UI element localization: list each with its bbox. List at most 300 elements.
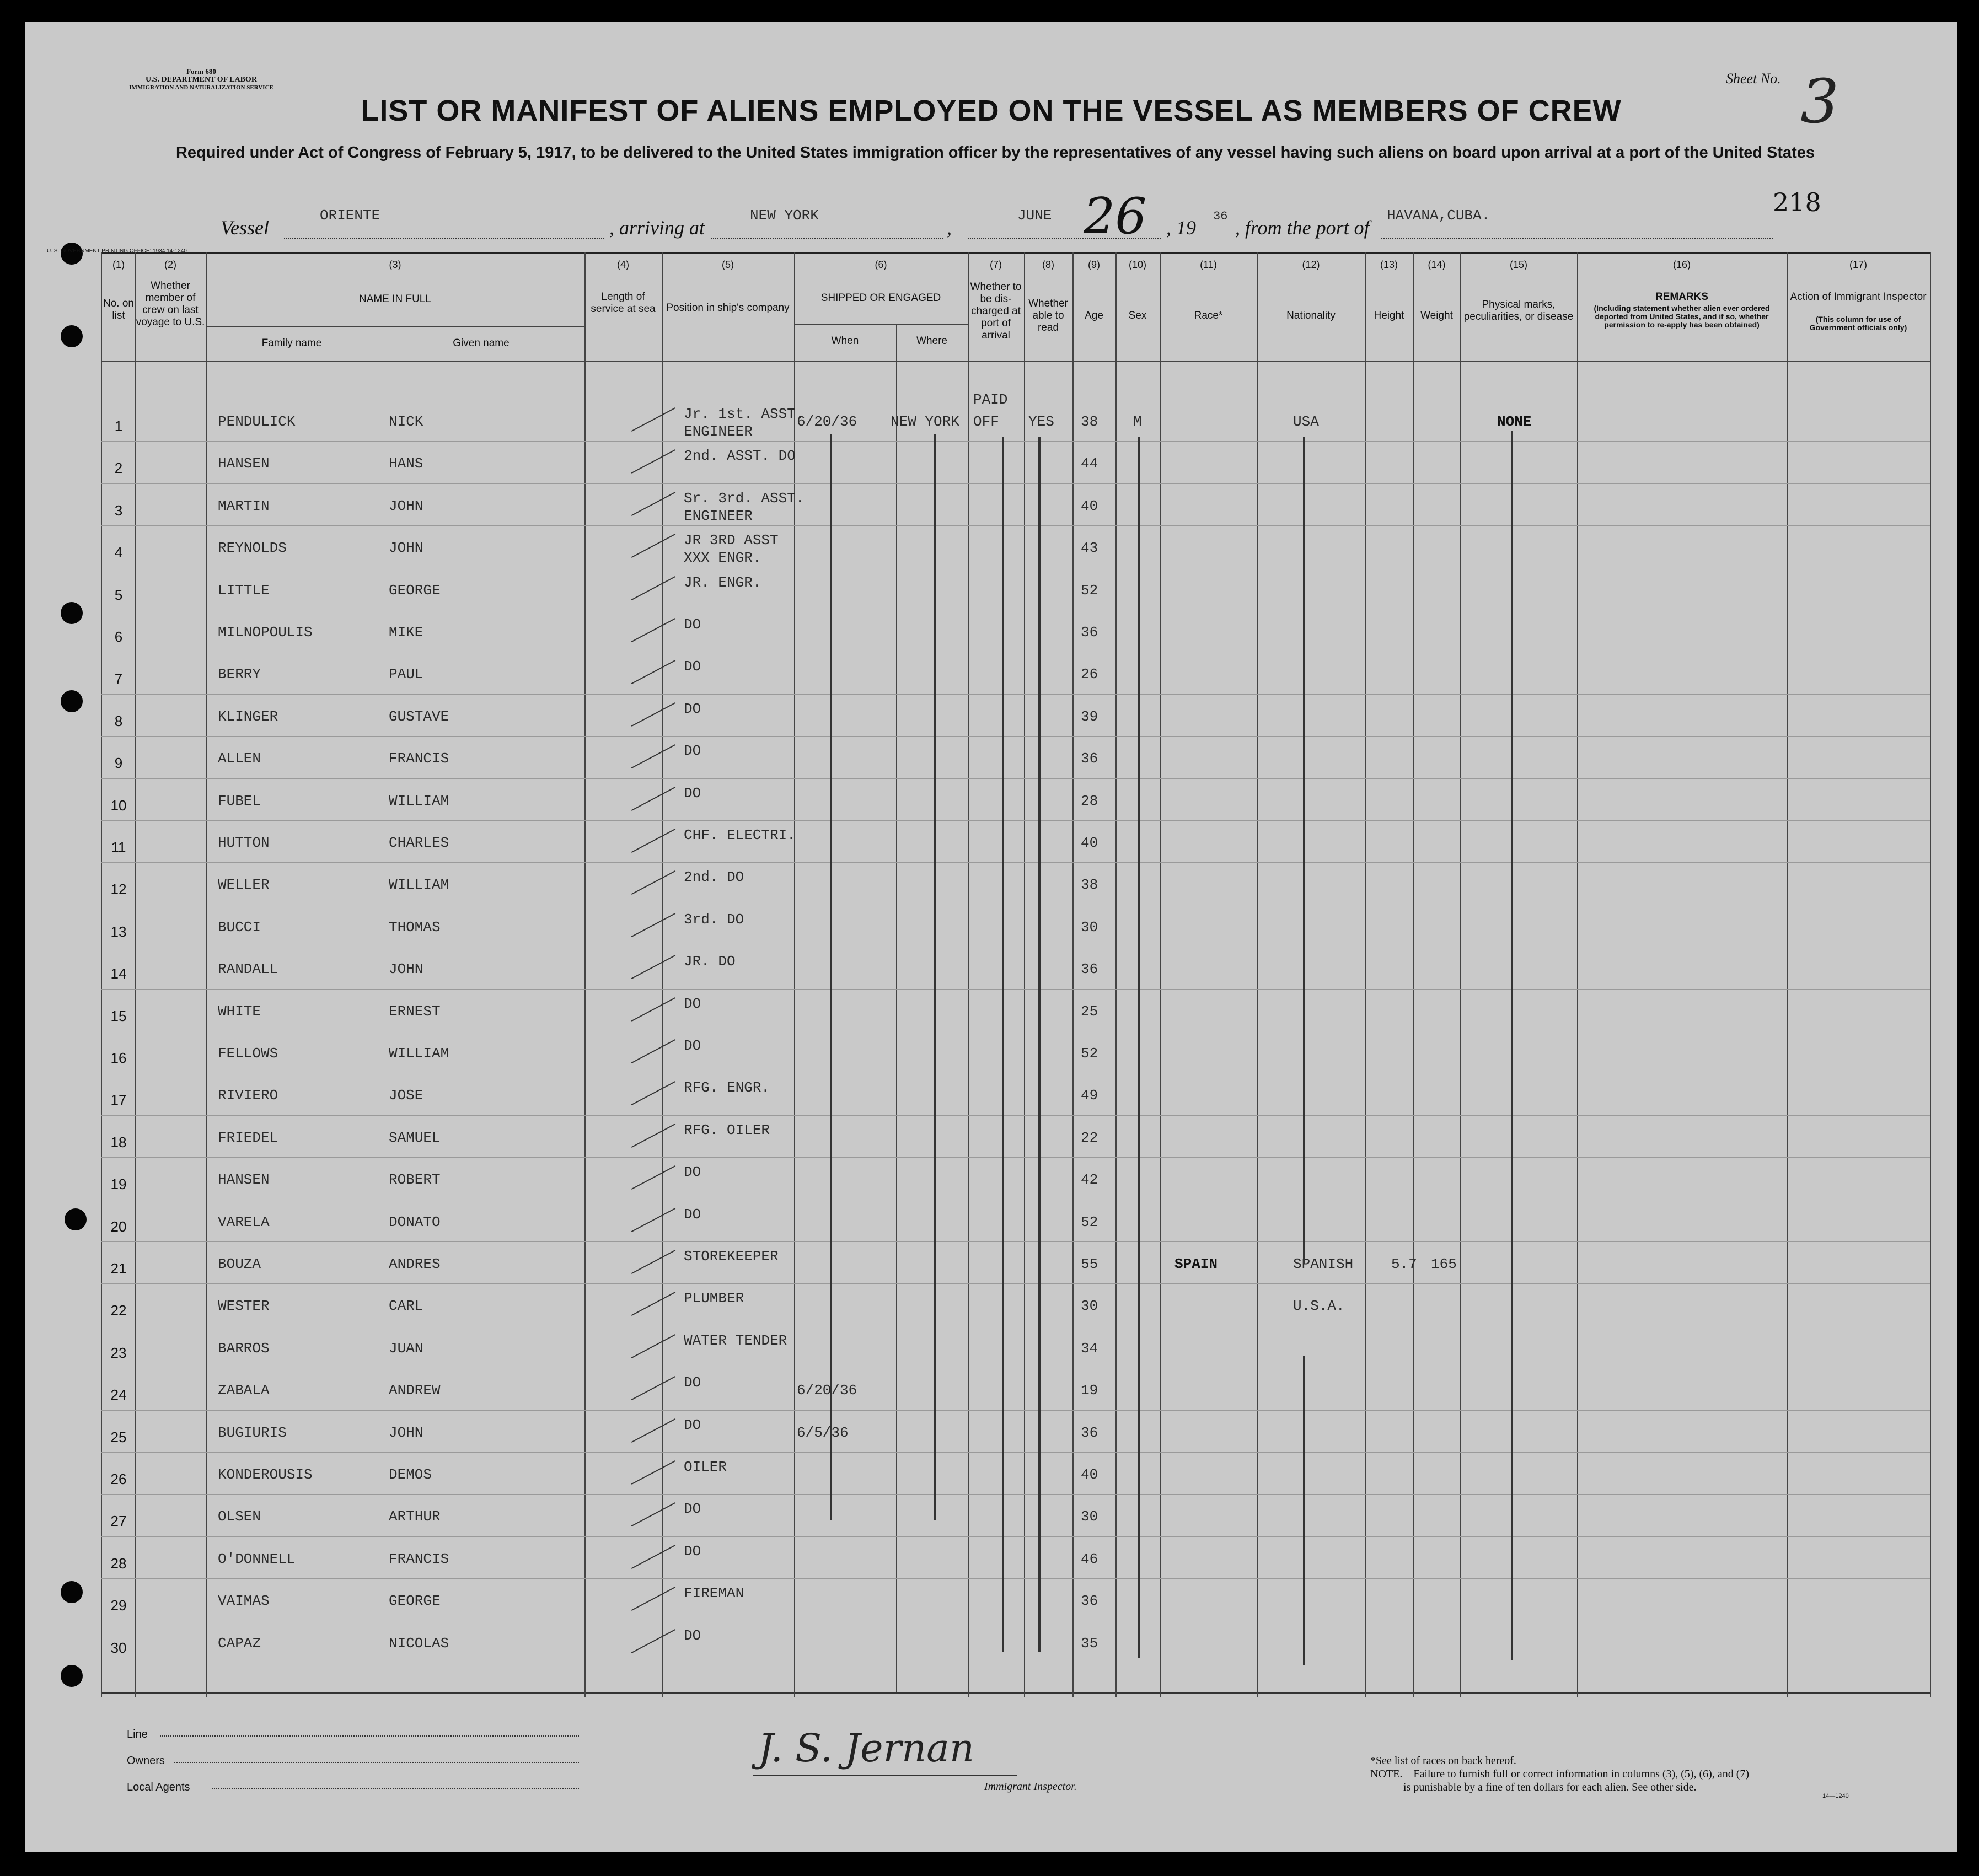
age: 36 bbox=[1081, 1424, 1098, 1441]
row-number: 17 bbox=[110, 1092, 127, 1109]
given-name: MIKE bbox=[389, 624, 423, 641]
given-name: GUSTAVE bbox=[389, 708, 449, 725]
family-name: REYNOLDS bbox=[218, 540, 287, 557]
check-mark bbox=[631, 997, 675, 1022]
family-name: FRIEDEL bbox=[218, 1129, 278, 1146]
crew-row bbox=[25, 992, 1957, 1034]
col-head-crew-last-voyage: Whether member of crew on last voyage to U.S. bbox=[136, 280, 205, 328]
row-number: 21 bbox=[110, 1260, 127, 1277]
age: 52 bbox=[1081, 582, 1098, 599]
handwritten-page-count: 218 bbox=[1773, 187, 1821, 217]
given-name: CHARLES bbox=[389, 835, 449, 851]
given-name: DONATO bbox=[389, 1213, 441, 1230]
given-name: WILLIAM bbox=[389, 792, 449, 809]
form-code: 14—1240 bbox=[1822, 1793, 1849, 1799]
check-mark bbox=[631, 1081, 675, 1105]
row-number: 10 bbox=[110, 797, 127, 814]
nationality: USA bbox=[1293, 413, 1319, 430]
given-name: JOHN bbox=[389, 961, 423, 978]
check-mark bbox=[631, 1334, 675, 1358]
nationality: U.S.A. bbox=[1293, 1298, 1345, 1315]
family-name: KLINGER bbox=[218, 708, 278, 725]
check-mark bbox=[631, 449, 675, 474]
row-number: 18 bbox=[110, 1133, 127, 1151]
family-name: KONDEROUSIS bbox=[218, 1466, 313, 1483]
inspector-label: Immigrant Inspector. bbox=[984, 1781, 1077, 1793]
age: 30 bbox=[1081, 1298, 1098, 1315]
age: 44 bbox=[1081, 455, 1098, 472]
age: 40 bbox=[1081, 1466, 1098, 1483]
row-number: 23 bbox=[110, 1344, 127, 1361]
family-name: O'DONNELL bbox=[218, 1550, 296, 1567]
ditto-mark bbox=[1511, 431, 1513, 1660]
row-number: 27 bbox=[110, 1513, 127, 1530]
position: Jr. 1st. ASST. bbox=[684, 406, 805, 422]
row-rule bbox=[101, 1115, 1930, 1116]
col-head-race: Race* bbox=[1194, 310, 1223, 321]
ditto-mark bbox=[1303, 437, 1305, 1264]
crew-row bbox=[25, 1413, 1957, 1455]
crew-row bbox=[25, 1582, 1957, 1624]
check-mark bbox=[631, 576, 675, 600]
age: 36 bbox=[1081, 624, 1098, 641]
row-number: 14 bbox=[110, 965, 127, 982]
age: 40 bbox=[1081, 497, 1098, 514]
family-name: OLSEN bbox=[218, 1508, 261, 1525]
year-prefix: , 19 bbox=[1166, 217, 1196, 239]
age: 46 bbox=[1081, 1550, 1098, 1567]
row-number: 30 bbox=[110, 1639, 127, 1656]
check-mark bbox=[631, 1460, 675, 1485]
row-rule bbox=[101, 441, 1930, 442]
from-port-line bbox=[1381, 238, 1773, 239]
line-label: Line bbox=[127, 1728, 148, 1740]
family-name: HANSEN bbox=[218, 455, 270, 472]
col-head-given-name: Given name bbox=[453, 337, 510, 349]
crew-row bbox=[25, 1329, 1957, 1371]
check-mark bbox=[631, 1124, 675, 1148]
page-subtitle: Required under Act of Congress of February 5, 1917, to be delivered to the United States immigration officer by the representatives of any vessel having such aliens on board upon arrival at a port of the United States bbox=[175, 144, 1815, 162]
ditto-mark bbox=[934, 434, 936, 1520]
given-name: FRANCIS bbox=[389, 1550, 449, 1567]
row-rule bbox=[101, 1494, 1930, 1495]
form-number: Form 680 bbox=[186, 67, 216, 76]
col-head-inspector-action: Action of Immigrant Inspector bbox=[1790, 291, 1927, 303]
position: DO bbox=[684, 1627, 701, 1644]
col-number: (1) bbox=[112, 259, 125, 270]
position-line2: ENGINEER bbox=[684, 507, 753, 524]
col-head-read: Whether able to read bbox=[1028, 298, 1068, 334]
weight: 165 bbox=[1431, 1256, 1457, 1272]
family-name: VAIMAS bbox=[218, 1593, 270, 1610]
nationality: SPANISH bbox=[1293, 1256, 1354, 1272]
check-mark bbox=[631, 407, 675, 432]
age: 43 bbox=[1081, 540, 1098, 557]
position: PLUMBER bbox=[684, 1290, 744, 1307]
given-name: NICK bbox=[389, 413, 423, 430]
col-head-position: Position in ship's company bbox=[666, 302, 790, 314]
arriving-line bbox=[711, 238, 943, 239]
table-bottom-border bbox=[101, 1692, 1930, 1694]
col-number: (14) bbox=[1428, 259, 1446, 270]
row-number: 1 bbox=[114, 418, 123, 434]
signature-line bbox=[753, 1775, 1017, 1776]
age: 36 bbox=[1081, 961, 1098, 978]
row-rule bbox=[101, 1578, 1930, 1579]
col-head-length-service: Length of service at sea bbox=[591, 291, 656, 315]
position-line2: ENGINEER bbox=[684, 423, 753, 440]
ditto-mark bbox=[1002, 437, 1004, 1652]
col-head-name: NAME IN FULL bbox=[359, 293, 431, 305]
col-number: (10) bbox=[1128, 259, 1146, 270]
header-divider bbox=[101, 361, 1930, 362]
age: 36 bbox=[1081, 1593, 1098, 1610]
ditto-mark bbox=[1138, 437, 1140, 1658]
departure-port: HAVANA,CUBA. bbox=[1387, 207, 1490, 224]
crew-row bbox=[25, 1076, 1957, 1118]
given-name: ERNEST bbox=[389, 1003, 441, 1020]
check-mark bbox=[631, 829, 675, 853]
row-number: 26 bbox=[110, 1471, 127, 1487]
row-number: 25 bbox=[110, 1428, 127, 1445]
crew-row bbox=[25, 1245, 1957, 1287]
crew-row bbox=[25, 1497, 1957, 1539]
family-name: HUTTON bbox=[218, 835, 270, 851]
position: DO bbox=[684, 784, 701, 802]
crew-row bbox=[25, 1371, 1957, 1413]
owners-field bbox=[174, 1762, 579, 1763]
check-mark bbox=[631, 534, 675, 558]
check-mark bbox=[631, 1418, 675, 1443]
page-title: LIST OR MANIFEST OF ALIENS EMPLOYED ON THE VESSEL AS MEMBERS OF CREW bbox=[361, 94, 1622, 127]
from-port-label: , from the port of bbox=[1235, 217, 1370, 239]
crew-row bbox=[25, 444, 1957, 486]
race-footnote: *See list of races on back hereof. bbox=[1370, 1755, 1516, 1767]
col-head-discharged: Whether to be dis-charged at port of arrival bbox=[970, 281, 1022, 341]
col-number: (4) bbox=[617, 259, 629, 270]
given-name: JUAN bbox=[389, 1340, 423, 1357]
check-mark bbox=[631, 955, 675, 979]
crew-row bbox=[25, 1287, 1957, 1329]
age: 38 bbox=[1081, 877, 1098, 894]
col-head-age: Age bbox=[1085, 310, 1103, 321]
col-head-where: Where bbox=[916, 335, 947, 347]
given-name: ARTHUR bbox=[389, 1508, 441, 1525]
check-mark bbox=[631, 1502, 675, 1526]
shipped-when: 6/20/36 bbox=[797, 1382, 857, 1399]
age: 22 bbox=[1081, 1129, 1098, 1146]
check-mark bbox=[631, 913, 675, 937]
family-name: FUBEL bbox=[218, 792, 261, 809]
given-name: THOMAS bbox=[389, 918, 441, 936]
family-name: BUGIURIS bbox=[218, 1424, 287, 1441]
row-rule bbox=[101, 1283, 1930, 1284]
row-rule bbox=[101, 1157, 1930, 1158]
position: RFG. OILER bbox=[684, 1121, 770, 1138]
crew-row bbox=[25, 908, 1957, 950]
age: 36 bbox=[1081, 750, 1098, 767]
row-number: 3 bbox=[114, 502, 123, 519]
vessel-line bbox=[284, 238, 604, 239]
position: DO bbox=[684, 700, 701, 717]
given-name: JOSE bbox=[389, 1087, 423, 1104]
given-name: ANDREW bbox=[389, 1382, 441, 1399]
age: 52 bbox=[1081, 1045, 1098, 1062]
col-head-no: No. on list bbox=[103, 298, 134, 321]
given-name: DEMOS bbox=[389, 1466, 432, 1483]
given-name: GEORGE bbox=[389, 1593, 441, 1610]
given-name: JOHN bbox=[389, 1424, 423, 1441]
family-name: BARROS bbox=[218, 1340, 270, 1357]
age: 52 bbox=[1081, 1213, 1098, 1230]
given-name: FRANCIS bbox=[389, 750, 449, 767]
col-number: (6) bbox=[875, 259, 887, 270]
crew-row bbox=[25, 1540, 1957, 1582]
printer-line: U. S. GOVERNMENT PRINTING OFFICE: 1934 14-1240 bbox=[47, 248, 187, 254]
shipped-where: NEW YORK bbox=[891, 413, 959, 430]
punch-hole bbox=[61, 325, 83, 347]
row-number: 5 bbox=[114, 586, 123, 603]
crew-row bbox=[25, 571, 1957, 613]
family-name: PENDULICK bbox=[218, 413, 296, 430]
check-mark bbox=[631, 1250, 675, 1274]
crew-row bbox=[25, 782, 1957, 824]
row-rule bbox=[101, 820, 1930, 821]
shipped-underline bbox=[794, 324, 968, 325]
given-name: NICOLAS bbox=[389, 1635, 449, 1652]
age: 26 bbox=[1081, 666, 1098, 683]
col-number: (8) bbox=[1042, 259, 1054, 270]
local-agents-field bbox=[212, 1788, 579, 1789]
form-info bbox=[91, 67, 312, 92]
col-head-remarks: REMARKS bbox=[1655, 291, 1709, 303]
crew-row bbox=[25, 1119, 1957, 1160]
service: IMMIGRATION AND NATURALIZATION SERVICE bbox=[129, 84, 273, 91]
position: DO bbox=[684, 1038, 701, 1054]
col-number: (7) bbox=[990, 259, 1002, 270]
crew-row bbox=[25, 391, 1957, 444]
col-head-weight: Weight bbox=[1420, 310, 1453, 321]
check-mark bbox=[631, 492, 675, 516]
position: FIREMAN bbox=[684, 1585, 744, 1602]
family-name: ZABALA bbox=[218, 1382, 270, 1399]
check-mark bbox=[631, 702, 675, 727]
position: DO bbox=[684, 995, 701, 1012]
row-rule bbox=[101, 694, 1930, 695]
row-number: 4 bbox=[114, 544, 123, 561]
arrival-day: 26 bbox=[1084, 187, 1147, 245]
shipped-when: 6/20/36 bbox=[797, 413, 857, 430]
row-rule bbox=[101, 989, 1930, 990]
position: DO bbox=[684, 1542, 701, 1560]
family-name: VARELA bbox=[218, 1213, 270, 1230]
row-rule bbox=[101, 525, 1930, 526]
position: DO bbox=[684, 1374, 701, 1391]
height: 5.7 bbox=[1391, 1256, 1417, 1272]
check-mark bbox=[631, 744, 675, 768]
crew-row bbox=[25, 1160, 1957, 1202]
position: Sr. 3rd. ASST. bbox=[684, 490, 805, 507]
ditto-mark bbox=[830, 434, 832, 1520]
crew-row bbox=[25, 1034, 1957, 1076]
given-name: ANDRES bbox=[389, 1256, 441, 1272]
check-mark bbox=[631, 1587, 675, 1611]
check-mark bbox=[631, 1629, 675, 1653]
position-line2: XXX ENGR. bbox=[684, 550, 761, 567]
col-number: (11) bbox=[1200, 259, 1217, 270]
sex: M bbox=[1133, 413, 1142, 430]
check-mark bbox=[631, 870, 675, 895]
family-name: LITTLE bbox=[218, 582, 270, 599]
position: RFG. ENGR. bbox=[684, 1079, 770, 1096]
crew-row bbox=[25, 655, 1957, 697]
position: DO bbox=[684, 1164, 701, 1181]
crew-row bbox=[25, 697, 1957, 739]
col-head-shipped: SHIPPED OR ENGAGED bbox=[820, 292, 941, 304]
row-number: 22 bbox=[110, 1302, 127, 1319]
comma: , bbox=[947, 217, 952, 239]
age: 34 bbox=[1081, 1340, 1098, 1357]
manifest-page bbox=[25, 22, 1957, 1852]
age: 19 bbox=[1081, 1382, 1098, 1399]
col-head-physical-marks: Physical marks, peculiarities, or disease bbox=[1463, 299, 1574, 322]
age: 38 bbox=[1081, 413, 1098, 430]
crew-row bbox=[25, 1455, 1957, 1497]
position: JR. DO bbox=[684, 953, 736, 970]
row-rule bbox=[101, 483, 1930, 484]
crew-row bbox=[25, 950, 1957, 992]
position: DO bbox=[684, 1501, 701, 1518]
col-head-remarks-note: (Including statement whether alien ever ordered deported from United States, and if so, whether permission to re-apply has been obtained) bbox=[1594, 304, 1770, 329]
footer-fields bbox=[127, 1721, 190, 1800]
crew-row bbox=[25, 739, 1957, 781]
family-name: BUCCI bbox=[218, 918, 261, 936]
crew-row bbox=[25, 613, 1957, 655]
col-number: (15) bbox=[1509, 259, 1527, 270]
age: 35 bbox=[1081, 1635, 1098, 1652]
owners-label: Owners bbox=[127, 1755, 165, 1767]
col-number: (17) bbox=[1849, 259, 1867, 270]
given-name: HANS bbox=[389, 455, 423, 472]
position: DO bbox=[684, 616, 701, 633]
row-number: 15 bbox=[110, 1007, 127, 1024]
age: 55 bbox=[1081, 1256, 1098, 1272]
row-number: 9 bbox=[114, 755, 123, 772]
given-name: ROBERT bbox=[389, 1171, 441, 1189]
year-suffix: 36 bbox=[1213, 209, 1228, 223]
col-number: (2) bbox=[164, 259, 176, 270]
family-name: CAPAZ bbox=[218, 1635, 261, 1652]
col-number: (9) bbox=[1088, 259, 1100, 270]
position: JR 3RD ASST bbox=[684, 532, 779, 549]
col-head-family-name: Family name bbox=[261, 337, 322, 349]
check-mark bbox=[631, 618, 675, 642]
row-number: 28 bbox=[110, 1555, 127, 1572]
family-name: FELLOWS bbox=[218, 1045, 278, 1062]
row-number: 2 bbox=[114, 460, 123, 477]
age: 28 bbox=[1081, 792, 1098, 809]
position: DO bbox=[684, 743, 701, 760]
family-name: RANDALL bbox=[218, 961, 278, 978]
shipped-when: 6/5/36 bbox=[797, 1424, 849, 1441]
local-agents-label: Local Agents bbox=[127, 1781, 190, 1793]
position: JR. ENGR. bbox=[684, 574, 761, 591]
row-rule bbox=[101, 736, 1930, 737]
col-number: (16) bbox=[1672, 259, 1691, 270]
penalty-note-cont: is punishable by a fine of ten dollars for each alien. See other side. bbox=[1403, 1781, 1697, 1793]
crew-row bbox=[25, 529, 1957, 571]
check-mark bbox=[631, 787, 675, 811]
physical-marks: NONE bbox=[1497, 413, 1532, 430]
row-rule bbox=[101, 778, 1930, 779]
penalty-note: NOTE.—Failure to furnish full or correct information in columns (3), (5), (6), and (7) bbox=[1370, 1768, 1750, 1780]
age: 25 bbox=[1081, 1003, 1098, 1020]
age: 49 bbox=[1081, 1087, 1098, 1104]
row-rule bbox=[101, 1452, 1930, 1453]
row-number: 6 bbox=[114, 628, 123, 645]
line-field bbox=[160, 1735, 579, 1737]
vessel-name: ORIENTE bbox=[320, 207, 380, 224]
crew-row bbox=[25, 1203, 1957, 1245]
given-name: GEORGE bbox=[389, 582, 441, 599]
given-name: WILLIAM bbox=[389, 1045, 449, 1062]
crew-row bbox=[25, 1624, 1957, 1666]
position: 3rd. DO bbox=[684, 911, 744, 928]
name-underline bbox=[206, 326, 584, 327]
check-mark bbox=[631, 1165, 675, 1190]
arrival-port: NEW YORK bbox=[750, 207, 819, 224]
position: 2nd. ASST. DO bbox=[684, 448, 796, 465]
vessel-label: Vessel bbox=[221, 217, 269, 239]
age: 30 bbox=[1081, 918, 1098, 936]
row-number: 7 bbox=[114, 670, 123, 687]
check-mark bbox=[631, 1376, 675, 1400]
discharged: PAID bbox=[973, 391, 1008, 408]
crew-row bbox=[25, 824, 1957, 866]
age: 40 bbox=[1081, 835, 1098, 851]
row-rule bbox=[101, 862, 1930, 863]
col-number: (12) bbox=[1302, 259, 1320, 270]
discharged-line2: OFF bbox=[973, 413, 999, 430]
race: SPAIN bbox=[1174, 1256, 1218, 1272]
given-name: WILLIAM bbox=[389, 877, 449, 894]
able-to-read: YES bbox=[1028, 413, 1054, 430]
family-name: WESTER bbox=[218, 1298, 270, 1315]
row-number: 20 bbox=[110, 1218, 127, 1235]
check-mark bbox=[631, 1545, 675, 1569]
row-number: 16 bbox=[110, 1050, 127, 1066]
department: U.S. DEPARTMENT OF LABOR bbox=[146, 76, 257, 84]
row-rule bbox=[101, 1536, 1930, 1537]
position: STOREKEEPER bbox=[684, 1248, 779, 1265]
ditto-mark bbox=[1038, 437, 1041, 1652]
position: DO bbox=[684, 1416, 701, 1433]
given-name: PAUL bbox=[389, 666, 423, 683]
col-number: (5) bbox=[722, 259, 734, 270]
position: CHF. ELECTRI. bbox=[684, 827, 796, 843]
family-name: ALLEN bbox=[218, 750, 261, 767]
col-head-inspector-note: (This column for use of Government officials only) bbox=[1809, 315, 1907, 332]
position: WATER TENDER bbox=[684, 1332, 787, 1349]
sheet-label: Sheet No. bbox=[1726, 71, 1781, 87]
position: 2nd. DO bbox=[684, 869, 744, 886]
inspector-signature: J. S. Jernan bbox=[758, 1726, 974, 1771]
col-head-sex: Sex bbox=[1128, 310, 1147, 321]
given-name: CARL bbox=[389, 1298, 423, 1315]
row-number: 12 bbox=[110, 881, 127, 898]
col-head-when: When bbox=[831, 335, 859, 347]
col-head-nationality: Nationality bbox=[1286, 310, 1336, 321]
